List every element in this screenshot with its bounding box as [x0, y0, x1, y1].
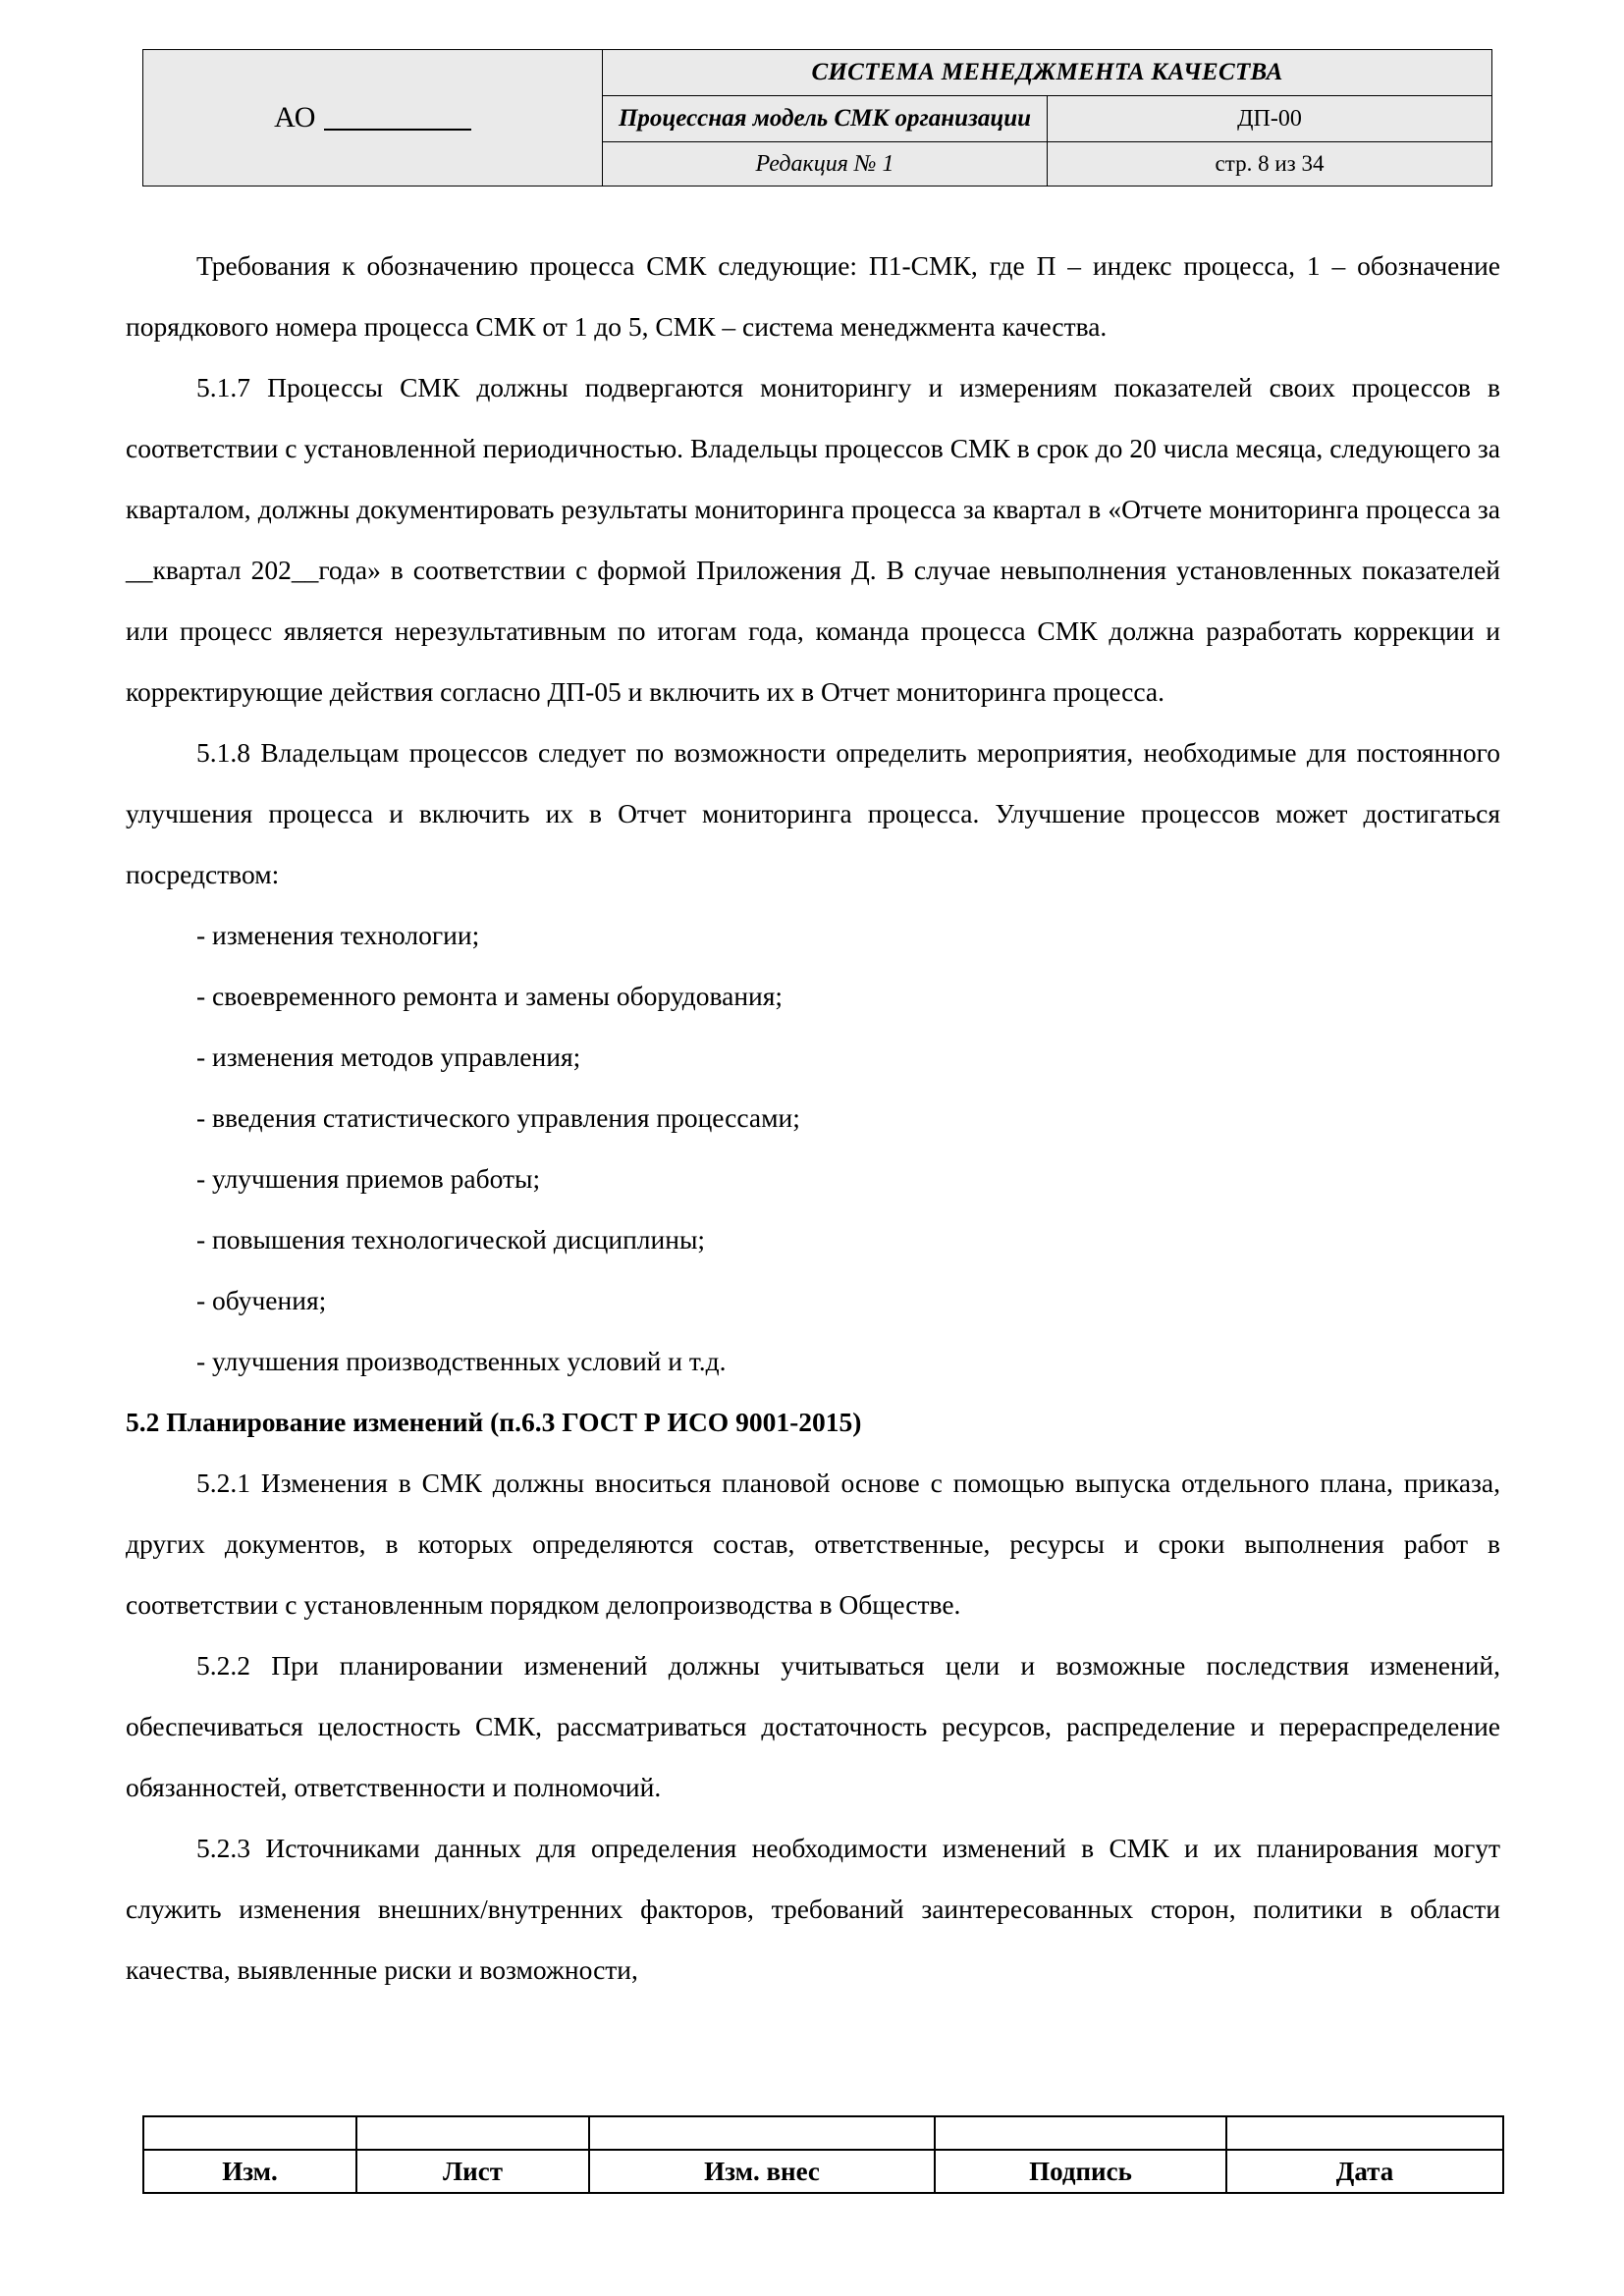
footer-cell-blank	[589, 2116, 935, 2150]
section-heading-5-2: 5.2 Планирование изменений (п.6.3 ГОСТ Р ИСО 9001-2015)	[126, 1407, 862, 1437]
list-item: - улучшения производственных условий и т.д.	[196, 1346, 727, 1376]
footer-cell-blank	[1226, 2116, 1503, 2150]
list-item: - повышения технологической дисциплины;	[196, 1224, 706, 1255]
footer-column-list: Лист	[356, 2150, 589, 2193]
list-item: - улучшения приемов работы;	[196, 1163, 541, 1194]
footer-blank-row	[143, 2116, 1503, 2150]
list-item: - изменения технологии;	[196, 920, 480, 950]
paragraph-5-2-3: 5.2.3 Источниками данных для определения необходимости изменений в СМК и их планирования могут служить изменения внешних/внутренних факторов, требований заинтересованных сторон, политики в области качества, выявленные риски и возможности,	[126, 1833, 1500, 1985]
header-document-code: ДП-00	[1048, 96, 1492, 142]
organization-label: АО	[274, 101, 316, 133]
list-item: - своевременного ремонта и замены оборудования;	[196, 981, 784, 1011]
paragraph-5-2-1: 5.2.1 Изменения в СМК должны вноситься плановой основе с помощью выпуска отдельного плана, приказа, других документов, в которых определяются состав, ответственные, ресурсы и сроки выполнения работ в соответствии с установленным порядком делопроизводства в Обществе.	[126, 1468, 1500, 1620]
footer-column-izm: Изм.	[143, 2150, 356, 2193]
paragraph-5-1-8: 5.1.8 Владельцам процессов следует по возможности определить мероприятия, необходимые для постоянного улучшения процесса и включить их в Отчет мониторинга процесса. Улучшение процессов может достигаться посредством:	[126, 737, 1500, 889]
footer-label-row	[143, 2150, 1503, 2193]
paragraph-5-2-2: 5.2.2 При планировании изменений должны учитываться цели и возможные последствия изменений, обеспечиваться целостность СМК, рассматриваться достаточность ресурсов, распределение и перераспределение обязанностей, ответственности и полномочий.	[126, 1650, 1500, 1802]
footer-cell-blank	[935, 2116, 1226, 2150]
header-document-title: Процессная модель СМК организации	[603, 96, 1048, 142]
list-item: - изменения методов управления;	[196, 1041, 581, 1072]
footer-column-podpis: Подпись	[935, 2150, 1226, 2193]
header-page-info: стр. 8 из 34	[1048, 142, 1492, 187]
header-row-1	[143, 50, 1492, 96]
footer-cell-blank	[143, 2116, 356, 2150]
paragraph-intro: Требования к обозначению процесса СМК следующие: П1-СМК, где П – индекс процесса, 1 – обозначение порядкового номера процесса СМК от 1 до 5, СМК – система менеджмента качества.	[126, 250, 1500, 342]
footer-column-data: Дата	[1226, 2150, 1503, 2193]
organization-blank-line	[324, 129, 471, 131]
header-system-title: СИСТЕМА МЕНЕДЖМЕНТА КАЧЕСТВА	[603, 50, 1492, 96]
header-organization-cell	[143, 50, 603, 187]
improvement-methods-list	[126, 905, 1500, 1392]
list-item: - обучения;	[196, 1285, 327, 1315]
document-footer-table	[142, 2115, 1504, 2194]
footer-column-izm-vnes: Изм. внес	[589, 2150, 935, 2193]
footer-cell-blank	[356, 2116, 589, 2150]
header-revision: Редакция № 1	[603, 142, 1048, 187]
list-item: - введения статистического управления процессами;	[196, 1102, 800, 1133]
paragraph-5-1-7: 5.1.7 Процессы СМК должны подвергаются мониторингу и измерениям показателей своих процессов в соответствии с установленной периодичностью. Владельцы процессов СМК в срок до 20 числа месяца, следующего за кварталом, должны документировать результаты мониторинга процесса за квартал в «Отчете мониторинга процесса за __квартал 202__года» в соответствии с формой Приложения Д. В случае невыполнения установленных показателей или процесс является нерезультативным по итогам года, команда процесса СМК должна разработать коррекции и корректирующие действия согласно ДП-05 и включить их в Отчет мониторинга процесса.	[126, 372, 1500, 707]
document-body	[126, 236, 1500, 2001]
document-header-table	[142, 49, 1492, 187]
